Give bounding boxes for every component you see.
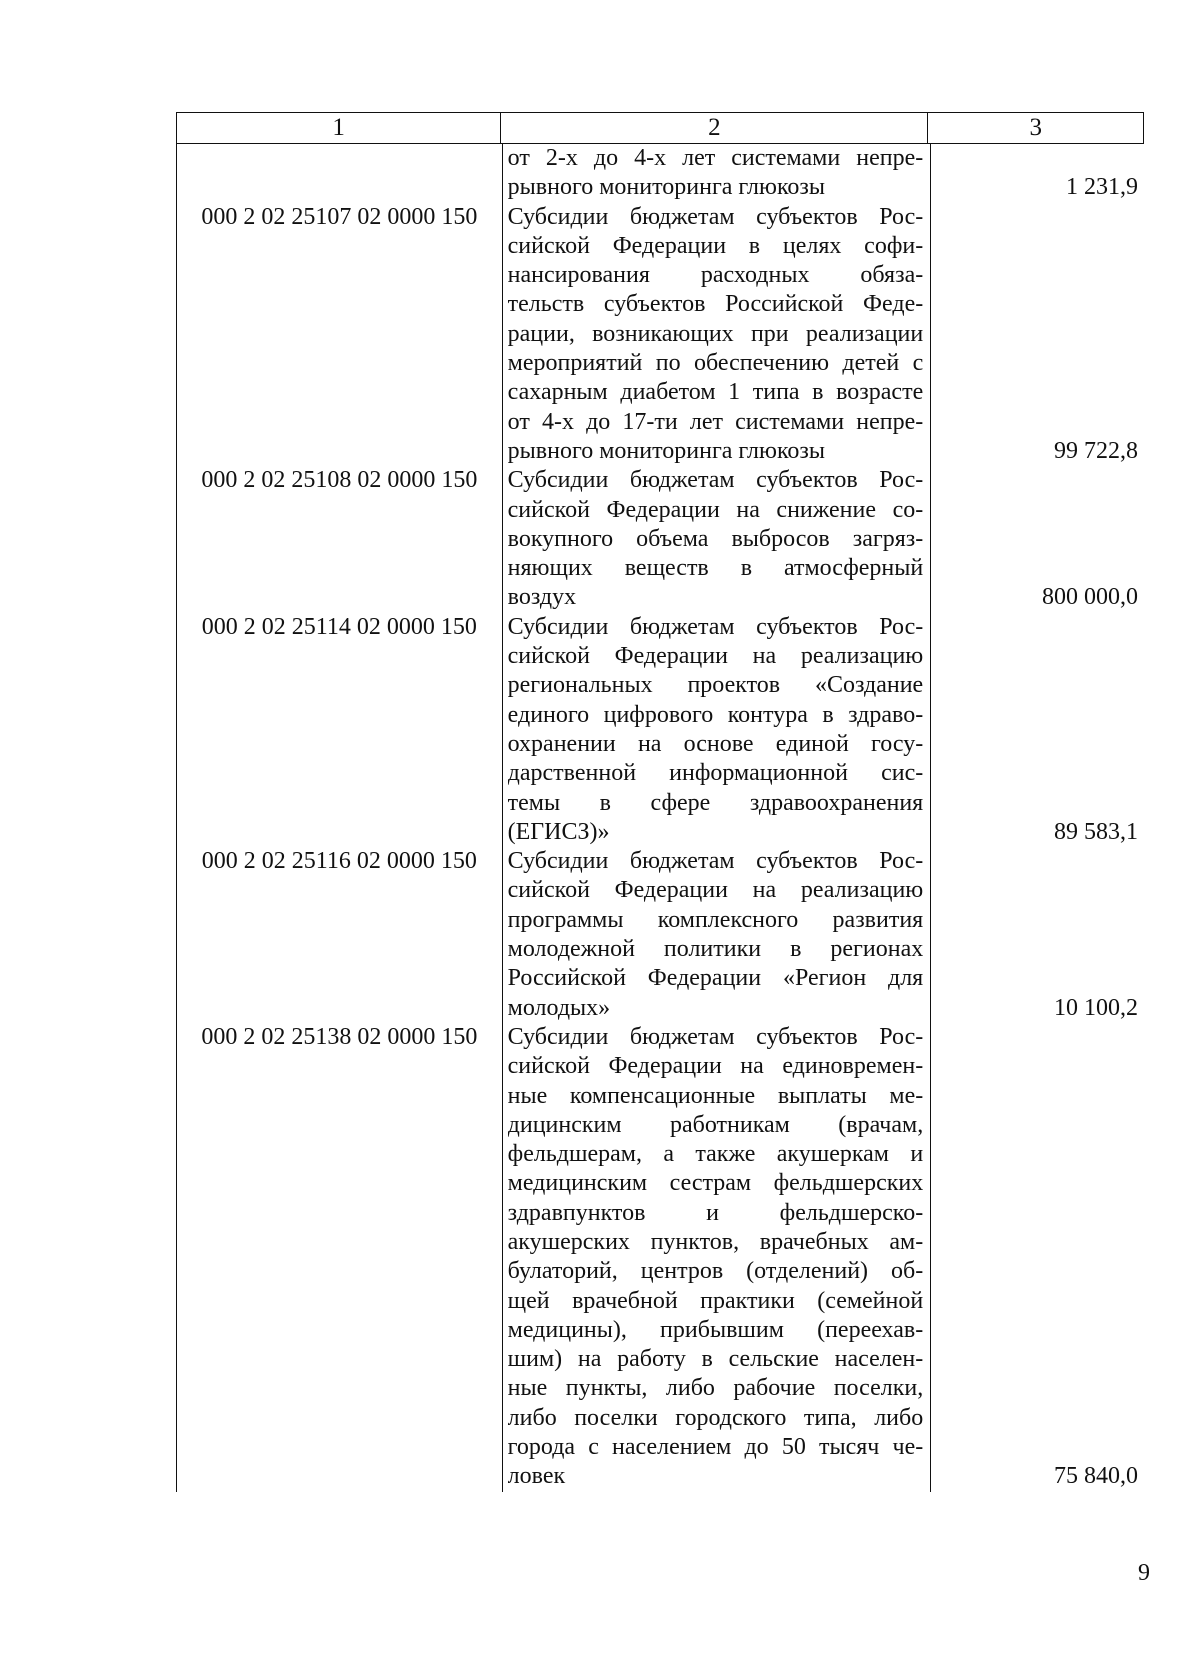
budget-table (176, 112, 1144, 1492)
revenue-name-line: темы в сфере здравоохранения (507, 789, 924, 816)
budget-code-cell: 000 2 02 25138 02 0000 150 (201, 1023, 478, 1050)
revenue-name-line: вокупного объема выбросов загряз- (507, 525, 924, 552)
amount-cell (929, 203, 1144, 467)
revenue-name-line: ные компенсационные выплаты ме- (507, 1082, 924, 1109)
table-body (176, 144, 1144, 1492)
revenue-name-cell (502, 1023, 930, 1492)
revenue-name-line: медицинским сестрам фельдшерских (507, 1170, 924, 1197)
header-col-2: 2 (501, 113, 928, 143)
revenue-name-line: шим) на работу в сельские населен- (507, 1346, 924, 1373)
revenue-name-line: сийской Федерации в целях софи- (507, 232, 924, 259)
amount-cell (929, 1023, 1144, 1492)
revenue-name-cell (502, 203, 930, 467)
revenue-name-line: сийской Федерации на реализацию (507, 643, 924, 670)
revenue-name-line: Субсидии бюджетам субъектов Рос- (507, 467, 924, 494)
page-number: 9 (1138, 1560, 1150, 1586)
revenue-name-line: булаторий, центров (отделений) об- (507, 1258, 924, 1285)
revenue-name-line: сийской Федерации на единовремен- (507, 1053, 924, 1080)
revenue-name-line: фельдшерам, а также акушеркам и (507, 1141, 924, 1168)
amount-cell (929, 144, 1144, 203)
budget-code-cell: 000 2 02 25116 02 0000 150 (201, 848, 477, 875)
revenue-name-line: Субсидии бюджетам субъектов Рос- (507, 1023, 924, 1050)
amount-cell (929, 613, 1144, 847)
revenue-name-line: воздух (507, 584, 577, 611)
amount-value: 10 100,2 (1054, 994, 1138, 1021)
revenue-name-line: либо поселки городского типа, либо (507, 1404, 924, 1431)
revenue-name-line: мероприятий по обеспечению детей с (507, 350, 924, 377)
revenue-name-line: рации, возникающих при реализации (507, 320, 924, 347)
budget-code-cell: 000 2 02 25114 02 0000 150 (201, 613, 477, 640)
header-col-3: 3 (1029, 114, 1042, 141)
revenue-name-line: сахарным диабетом 1 типа в возрасте (507, 379, 924, 406)
revenue-name-line: медицины), прибывшим (переехав- (507, 1316, 924, 1343)
revenue-name-line: нансирования расходных обяза- (507, 262, 924, 289)
amount-cell (929, 847, 1144, 1023)
header-col-1: 1 (177, 113, 501, 143)
revenue-name-line: ные пункты, либо рабочие поселки, (507, 1375, 924, 1402)
amount-value: 75 840,0 (1054, 1463, 1138, 1490)
revenue-name-line: региональных проектов «Создание (507, 672, 924, 699)
revenue-name-line: Субсидии бюджетам субъектов Рос- (507, 848, 924, 875)
revenue-name-cell (502, 847, 930, 1023)
amount-value: 800 000,0 (1042, 584, 1138, 611)
table-row (177, 203, 1144, 467)
table-row (177, 1023, 1144, 1492)
revenue-name-cell (502, 144, 930, 203)
revenue-name-line: тельств субъектов Российской Феде- (507, 291, 924, 318)
table-row (177, 466, 1144, 612)
revenue-name-line: дицинским работникам (врачам, (507, 1111, 924, 1138)
revenue-name-line: дарственной информационной сис- (507, 760, 924, 787)
amount-value: 99 722,8 (1054, 437, 1138, 464)
revenue-name-line: акушерских пунктов, врачебных ам- (507, 1228, 924, 1255)
revenue-name-line: щей врачебной практики (семейной (507, 1287, 924, 1314)
budget-code-cell (177, 144, 502, 203)
amount-cell (929, 466, 1144, 612)
table-row (177, 613, 1144, 847)
table-row (177, 144, 1144, 203)
revenue-name-line: молодых» (507, 994, 611, 1021)
revenue-name-line: (ЕГИСЗ)» (507, 818, 610, 845)
amount-value: 89 583,1 (1054, 818, 1138, 845)
revenue-name-line: Российской Федерации «Регион для (507, 965, 924, 992)
revenue-name-line: рывного мониторинга глюкозы (507, 437, 826, 464)
amount-value: 1 231,9 (1066, 174, 1138, 201)
revenue-name-line: сийской Федерации на реализацию (507, 877, 924, 904)
revenue-name-line: Субсидии бюджетам субъектов Рос- (507, 203, 924, 230)
budget-code-cell: 000 2 02 25107 02 0000 150 (201, 203, 478, 230)
revenue-name-cell (502, 613, 930, 847)
revenue-name-line: Субсидии бюджетам субъектов Рос- (507, 613, 924, 640)
revenue-name-line: города с населением до 50 тысяч че- (507, 1434, 924, 1461)
revenue-name-line: от 2-х до 4-х лет системами непре- (507, 145, 924, 171)
revenue-name-line: молодежной политики в регионах (507, 936, 924, 963)
budget-code-cell: 000 2 02 25108 02 0000 150 (201, 467, 478, 494)
revenue-name-line: охранении на основе единой госу- (507, 730, 924, 757)
table-header-row (176, 112, 1144, 144)
revenue-name-line: рывного мониторинга глюкозы (507, 174, 826, 201)
revenue-name-line: здравпунктов и фельдшерско- (507, 1199, 924, 1226)
revenue-name-line: от 4-х до 17-ти лет системами непре- (507, 408, 924, 435)
revenue-name-line: программы комплексного развития (507, 906, 924, 933)
revenue-name-line: единого цифрового контура в здраво- (507, 701, 924, 728)
revenue-name-line: ловек (507, 1463, 566, 1490)
revenue-name-line: няющих веществ в атмосферный (507, 555, 924, 582)
table-row (177, 847, 1144, 1023)
revenue-name-line: сийской Федерации на снижение со- (507, 496, 924, 523)
revenue-name-cell (502, 466, 930, 612)
